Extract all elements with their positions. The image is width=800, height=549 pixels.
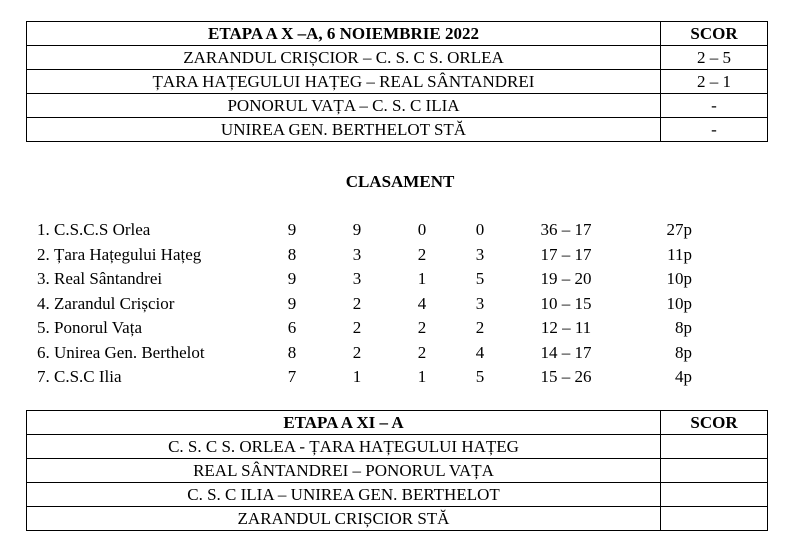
games-played: 8 bbox=[287, 244, 297, 264]
round-10-match-row bbox=[27, 46, 768, 70]
round-10-title: ETAPA A X –A, 6 NOIEMBRIE 2022 bbox=[27, 22, 661, 46]
round-10-results-table bbox=[26, 21, 768, 142]
team-name: 2. Țara Hațegului Hațeg bbox=[37, 244, 202, 264]
match-score bbox=[661, 507, 768, 531]
team-points: 8p bbox=[675, 318, 692, 337]
games-won: 3 bbox=[352, 244, 362, 264]
games-lost: 0 bbox=[475, 220, 485, 239]
games-drawn: 1 bbox=[417, 367, 427, 386]
games-won: 2 bbox=[352, 318, 362, 337]
standings-row bbox=[0, 365, 800, 390]
games-drawn: 4 bbox=[417, 293, 427, 313]
round-11-score-header: SCOR bbox=[661, 411, 768, 435]
team-name: 7. C.S.C Ilia bbox=[37, 367, 122, 386]
games-won: 1 bbox=[352, 367, 362, 386]
round-10-header-row bbox=[27, 22, 768, 46]
games-lost: 3 bbox=[475, 244, 485, 264]
team-points: 8p bbox=[675, 342, 692, 362]
round-11-header-row bbox=[27, 411, 768, 435]
standings-table bbox=[0, 218, 800, 390]
match-name: REAL SÂNTANDREI – PONORUL VAȚA bbox=[27, 459, 661, 483]
games-lost: 3 bbox=[475, 293, 485, 313]
goal-difference: 17 – 17 bbox=[540, 244, 592, 264]
games-drawn: 0 bbox=[417, 220, 427, 239]
standings-row bbox=[0, 316, 800, 341]
round-11-fixtures-table bbox=[26, 410, 768, 531]
match-score: 2 – 1 bbox=[661, 70, 768, 94]
goal-difference: 10 – 15 bbox=[540, 293, 592, 313]
standings-row bbox=[0, 218, 800, 243]
games-drawn: 2 bbox=[417, 244, 427, 264]
team-name: 5. Ponorul Vața bbox=[37, 318, 142, 337]
team-points: 11p bbox=[667, 244, 692, 264]
match-score bbox=[661, 483, 768, 507]
match-name: ȚARA HAȚEGULUI HAȚEG – REAL SÂNTANDREI bbox=[27, 70, 661, 94]
standings-row bbox=[0, 341, 800, 366]
games-played: 9 bbox=[287, 269, 297, 288]
match-name: UNIREA GEN. BERTHELOT STĂ bbox=[27, 118, 661, 142]
games-won: 3 bbox=[352, 269, 362, 288]
standings-title: CLASAMENT bbox=[345, 172, 455, 191]
goal-difference: 12 – 11 bbox=[540, 318, 592, 337]
match-score bbox=[661, 459, 768, 483]
games-lost: 5 bbox=[475, 367, 485, 386]
round-10-match-row bbox=[27, 94, 768, 118]
match-name: ZARANDUL CRIȘCIOR STĂ bbox=[27, 507, 661, 531]
match-name: ZARANDUL CRIȘCIOR – C. S. C S. ORLEA bbox=[27, 46, 661, 70]
games-played: 8 bbox=[287, 342, 297, 362]
standings-row bbox=[0, 267, 800, 292]
games-drawn: 2 bbox=[417, 342, 427, 362]
match-score bbox=[661, 435, 768, 459]
goal-difference: 14 – 17 bbox=[540, 342, 592, 362]
games-played: 9 bbox=[287, 293, 297, 313]
standings-row bbox=[0, 243, 800, 268]
match-name: C. S. C ILIA – UNIREA GEN. BERTHELOT bbox=[27, 483, 661, 507]
games-drawn: 2 bbox=[417, 318, 427, 337]
standings-row bbox=[0, 292, 800, 317]
games-won: 2 bbox=[352, 293, 362, 313]
round-10-match-row bbox=[27, 70, 768, 94]
games-drawn: 1 bbox=[417, 269, 427, 288]
goal-difference: 19 – 20 bbox=[540, 269, 592, 288]
games-played: 7 bbox=[287, 367, 297, 386]
round-11-match-row bbox=[27, 435, 768, 459]
games-played: 6 bbox=[287, 318, 297, 337]
match-score: - bbox=[661, 118, 768, 142]
team-name: 6. Unirea Gen. Berthelot bbox=[37, 342, 205, 362]
match-score: - bbox=[661, 94, 768, 118]
round-11-match-row bbox=[27, 483, 768, 507]
team-points: 10p bbox=[666, 293, 692, 313]
games-lost: 2 bbox=[475, 318, 485, 337]
round-11-title: ETAPA A XI – A bbox=[27, 411, 661, 435]
round-11-match-row bbox=[27, 459, 768, 483]
match-score: 2 – 5 bbox=[661, 46, 768, 70]
team-name: 4. Zarandul Crișcior bbox=[37, 293, 175, 313]
team-points: 27p bbox=[666, 220, 692, 239]
match-name: C. S. C S. ORLEA - ȚARA HAȚEGULUI HAȚEG bbox=[27, 435, 661, 459]
round-10-score-header: SCOR bbox=[661, 22, 768, 46]
round-11-match-row bbox=[27, 507, 768, 531]
games-lost: 4 bbox=[475, 342, 485, 362]
team-name: 1. C.S.C.S Orlea bbox=[37, 220, 151, 239]
round-10-match-row bbox=[27, 118, 768, 142]
games-won: 9 bbox=[352, 220, 362, 239]
games-won: 2 bbox=[352, 342, 362, 362]
team-points: 10p bbox=[666, 269, 692, 288]
match-name: PONORUL VAȚA – C. S. C ILIA bbox=[27, 94, 661, 118]
games-played: 9 bbox=[287, 220, 297, 239]
goal-difference: 15 – 26 bbox=[540, 367, 592, 386]
team-name: 3. Real Sântandrei bbox=[37, 269, 163, 288]
team-points: 4p bbox=[675, 367, 692, 386]
goal-difference: 36 – 17 bbox=[540, 220, 592, 239]
games-lost: 5 bbox=[475, 269, 485, 288]
